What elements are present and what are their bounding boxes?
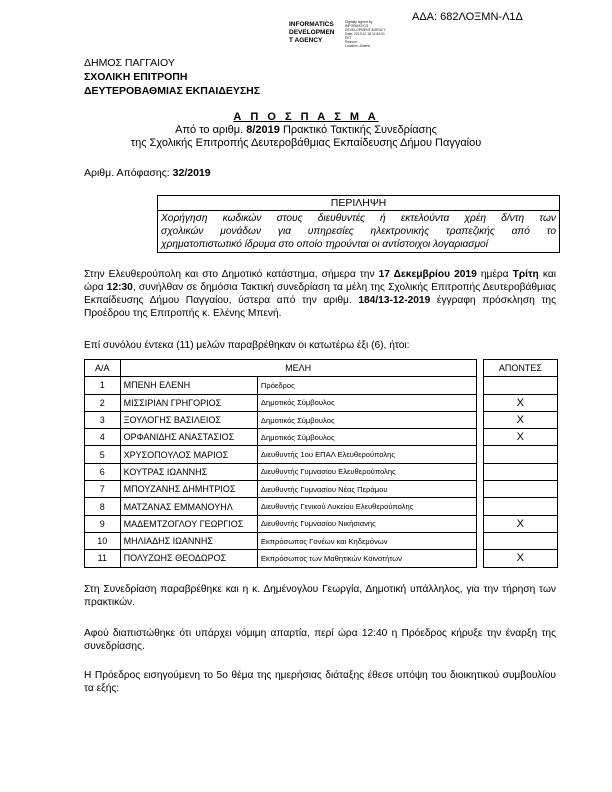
committee: ΣΧΟΛΙΚΗ ΕΠΙΤΡΟΠΗ [84,71,188,83]
signature-details [345,20,407,48]
committee-line: της Σχολικής Επιτροπής Δευτεροβάθμιας Εκπαίδευσης Δήμου Παγγαίου [130,137,482,149]
member-aa: 7 [85,481,121,498]
signature-line: INFORMATICS [345,24,369,28]
member-aa: 6 [85,463,121,480]
member-role: Εκπρόσωπος των Μαθητικών Κοινοτήτων [257,550,476,567]
member-role: Εκπρόσωπος Γονέων και Κηδεμόνων [257,532,476,549]
signature-line: Reason: [345,40,358,44]
member-name: ΜΙΣΣΙΡΙΑΝ ΓΡΗΓΟΡΙΟΣ [120,394,257,411]
document-title-block [0,111,612,150]
member-name: ΞΟΥΛΟΓΗΣ ΒΑΣΙΛΕΙΟΣ [120,411,257,428]
member-name: ΜΗΛΙΑΔΗΣ ΙΩΑΝΝΗΣ [120,532,257,549]
document-title: Α Π Ο Σ Π Α Σ Μ Α [233,111,379,123]
member-role: Διευθυντής Γενικού Λυκείου Ελευθερούπολης [257,498,476,515]
member-aa: 11 [85,550,121,567]
member-role: Διευθυντής Γυμνασίου Νικήσιανης [257,515,476,532]
table-row [85,377,558,394]
logo-line: DEVELOPMEN [289,29,335,36]
summary-box [157,195,560,253]
member-absent [483,446,557,463]
table-row [85,463,558,480]
table-row [85,532,558,549]
logo-line: INFORMATICS [289,21,334,28]
member-aa: 5 [85,446,121,463]
organization-header [84,56,260,98]
municipality: ΔΗΜΟΣ ΠΑΓΓΑΙΟΥ [84,57,175,69]
quorum-paragraph: Αφού διαπιστώθηκε ότι υπάρχει νόμιμη απαρτία, περί ώρα 12:40 η Πρόεδρος κήρυξε την έναρξη της συνεδρίασης. [84,628,556,652]
member-role: Διευθυντής Γυμνασίου Νέας Περάμου [257,481,476,498]
summary-heading: ΠΕΡΙΛΗΨΗ [158,196,559,211]
member-role: Δημοτικός Σύμβουλος [257,394,476,411]
decision-number: Αριθμ. Απόφασης: 32/2019 [84,167,211,179]
member-absent: Χ [483,550,557,567]
member-aa: 1 [85,377,121,394]
intro-paragraph: Στην Ελευθερούπολη και στο Δημοτικό κατάστημα, σήμερα την 17 Δεκεμβρίου 2019 ημέρα Τρίτη και ώρα 12:30, συνήλθαν σε δημόσια Τακτική συνεδρίαση τα μέλη της Σχολικής Επιτροπής Δευτεροβάθμιας Εκπαίδευσης Δήμου Παγγαίου, ύστερα από την αριθμ. 184/13-12-2019 έγγραφη πρόσκληση της Προέδρου της Επιτροπής κ. Ελένης Μπενή. [84,269,556,319]
member-aa: 3 [85,411,121,428]
member-role: Πρόεδρος [257,377,476,394]
member-role: Δημοτικός Σύμβουλος [257,411,476,428]
table-row [85,446,558,463]
member-absent: Χ [483,429,557,446]
table-row [85,550,558,567]
header-members: ΜΕΛΗ [120,360,476,377]
member-absent [483,377,557,394]
header-absent: ΑΠΟΝΤΕΣ [483,360,557,377]
member-name: ΟΡΦΑΝΙΔΗΣ ΑΝΑΣΤΑΣΙΟΣ [120,429,257,446]
member-name: ΚΟΥΤΡΑΣ ΙΩΑΝΝΗΣ [120,463,257,480]
member-absent [483,532,557,549]
agenda-paragraph: Η Πρόεδρος εισηγούμενη το 5ο θέμα της ημερήσιας διάταξης έθεσε υπόψη του διοικητικού συμβουλίου τα εξής: [84,670,556,694]
member-role: Διευθυντής 1ου ΕΠΑΛ Ελευθερούπολης [257,446,476,463]
minutes-number: 8/2019 [246,124,280,136]
signature-logo [289,21,335,45]
table-row [85,481,558,498]
member-name: ΜΑΤΖΑΝΑΣ ΕΜΜΑΝΟΥΗΛ [120,498,257,515]
signature-line: EET [345,36,352,40]
header-aa: Α/Α [85,360,121,377]
member-name: ΧΡΥΣΟΠΟΥΛΟΣ ΜΑΡΙΟΣ [120,446,257,463]
signature-line: Date: 2019.12.18 11:54:01 [345,32,385,36]
summary-text: Χορήγηση κωδικών στους διευθυντές ή εκτελούντα χρέη δ/ντη των σχολικών μονάδων για υπηρεσίες ηλεκτρονικής τραπεζικής από το χρηματοπιστωτικό ίδρυμα στο οποίο τηρούνται οι αντίστοιχοι λογαριασμοί [161,213,556,250]
meeting-time: 12:30 [106,282,133,293]
signature-line: DEVELOPMENT AGENCY [345,28,386,32]
table-row [85,411,558,428]
member-aa: 8 [85,498,121,515]
minutes-reference: Από το αριθμ. 8/2019 Πρακτικό Τακτικής Συνεδρίασης [175,124,437,136]
member-absent [483,463,557,480]
table-row [85,394,558,411]
member-absent: Χ [483,411,557,428]
education-level: ΔΕΥΤΕΡΟΒΑΘΜΙΑΣ ΕΚΠΑΙΔΕΥΣΗΣ [84,85,261,97]
table-row [85,429,558,446]
member-name: ΠΟΛΥΖΩΗΣ ΘΕΟΔΩΡΟΣ [120,550,257,567]
table-header-row [85,360,558,377]
attendance-line: Επί συνόλου έντεκα (11) μελών παραβρέθηκαν οι κατωτέρω έξι (6), ήτοι: [84,340,410,351]
meeting-day: Τρίτη [512,269,539,280]
table-row [85,515,558,532]
decision-number-value: 32/2019 [172,167,211,179]
member-aa: 4 [85,429,121,446]
member-absent [483,481,557,498]
signature-line: Digitally signed by [345,20,373,24]
secretary-paragraph: Στη Συνεδρίαση παραβρέθηκε και η κ. Δημένογλου Γεωργία, Δημοτική υπάλληλος, για την τήρηση των πρακτικών. [84,584,556,608]
table-row [85,498,558,515]
signature-line: Location: Athens [345,44,371,48]
logo-line: T AGENCY [289,37,323,44]
ada-code: ΑΔΑ: 682ΛΟΞΜΝ-Λ1Δ [412,11,523,23]
member-aa: 10 [85,532,121,549]
invitation-number: 184/13-12-2019 [358,295,431,306]
members-table [84,359,558,568]
member-absent [483,498,557,515]
member-absent: Χ [483,515,557,532]
member-absent: Χ [483,394,557,411]
meeting-date: 17 Δεκεμβρίου 2019 [378,269,477,280]
member-name: ΜΑΔΕΜΤΖΟΓΛΟΥ ΓΕΩΡΓΙΟΣ [120,515,257,532]
member-aa: 9 [85,515,121,532]
member-role: Δημοτικός Σύμβουλος [257,429,476,446]
member-aa: 2 [85,394,121,411]
member-role: Διευθυντής Γυμνασίου Ελευθερούπολης [257,463,476,480]
member-name: ΜΠΟΥΖΑΝΗΣ ΔΗΜΗΤΡΙΟΣ [120,481,257,498]
member-name: ΜΠΕΝΗ ΕΛΕΝΗ [120,377,257,394]
